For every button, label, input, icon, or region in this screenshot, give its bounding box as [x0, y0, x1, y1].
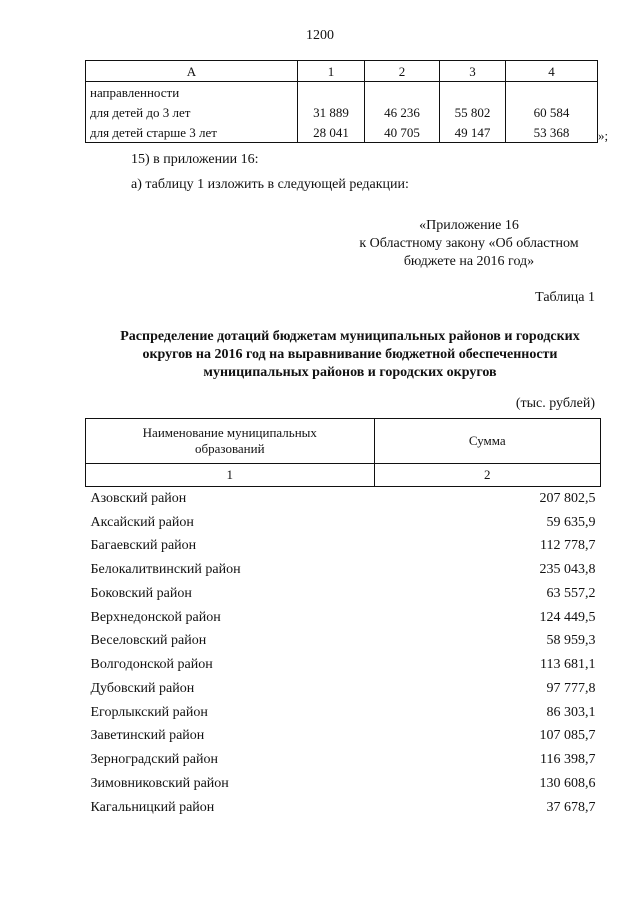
prev-cell: для детей старше 3 лет	[86, 122, 298, 143]
table-row	[86, 582, 601, 606]
subsidy-amount: 124 449,5	[539, 609, 596, 625]
prev-header-1: 1	[298, 61, 365, 82]
municipality-name: Аксайский район	[90, 514, 194, 530]
subsidy-amount: 107 085,7	[539, 728, 596, 744]
prev-cell	[365, 82, 440, 103]
table-row	[86, 701, 601, 725]
table-row	[86, 653, 601, 677]
table-row	[86, 796, 601, 820]
table-row	[86, 487, 601, 511]
prev-cell: 60 584	[506, 102, 598, 122]
table-row	[86, 606, 601, 630]
appendix-line-1: «Приложение 16	[419, 218, 519, 233]
column-number-2: 2	[374, 464, 600, 487]
units-label: (тыс. рублей)	[515, 396, 595, 411]
table-row	[86, 772, 601, 796]
prev-cell	[298, 82, 365, 103]
prev-cell: 55 802	[440, 102, 506, 122]
subsidies-table	[85, 418, 601, 820]
subsidy-amount: 113 681,1	[540, 657, 596, 673]
prev-cell: 46 236	[365, 102, 440, 122]
table-row	[86, 748, 601, 772]
prev-header-4: 4	[506, 61, 598, 82]
prev-header-3: 3	[440, 61, 506, 82]
page-number: 1200	[306, 28, 334, 43]
previous-table	[85, 60, 598, 143]
municipality-name: Белокалитвинский район	[90, 562, 241, 578]
table-label: Таблица 1	[535, 290, 595, 305]
title-line-3: муниципальных районов и городских округов	[203, 365, 497, 380]
municipality-name: Зерноградский район	[90, 752, 218, 768]
document-title	[60, 328, 640, 382]
subsidy-amount: 130 608,6	[539, 775, 596, 791]
municipality-name: Волгодонской район	[90, 657, 213, 673]
prev-cell	[506, 82, 598, 103]
prev-header-2: 2	[365, 61, 440, 82]
municipality-name: Веселовский район	[90, 633, 207, 649]
table-row	[86, 677, 601, 701]
prev-header-a: А	[86, 61, 298, 82]
prev-cell: 40 705	[365, 122, 440, 143]
municipality-name: Багаевский район	[90, 538, 197, 554]
header-name-line-1: Наименование муниципальных	[142, 425, 317, 440]
municipality-name: Кагальницкий район	[90, 799, 215, 815]
prev-cell: 49 147	[440, 122, 506, 143]
prev-cell: 28 041	[298, 122, 365, 143]
subsidy-amount: 112 778,7	[540, 538, 596, 554]
municipality-name: Егорлыкский район	[90, 704, 208, 720]
municipality-name: Дубовский район	[90, 680, 195, 696]
table-row	[86, 558, 601, 582]
paragraph-item-15: 15) в приложении 16:	[131, 152, 259, 167]
table-row	[86, 535, 601, 559]
subsidy-amount: 97 777,8	[546, 680, 596, 696]
table-row	[86, 82, 598, 103]
prev-cell	[440, 82, 506, 103]
table-row	[86, 725, 601, 749]
prev-cell: 31 889	[298, 102, 365, 122]
table-row	[86, 102, 598, 122]
column-number-1: 1	[86, 464, 375, 487]
subsidy-amount: 58 959,3	[546, 633, 596, 649]
header-name-line-2: образований	[195, 441, 265, 456]
appendix-heading	[340, 217, 598, 271]
subsidy-amount: 59 635,9	[546, 514, 596, 530]
subsidy-amount: 207 802,5	[539, 490, 596, 506]
header-name	[86, 419, 375, 464]
municipality-name: Зимовниковский район	[90, 775, 229, 791]
prev-cell: направленности	[86, 82, 298, 103]
title-line-2: округов на 2016 год на выравнивание бюджетной обеспеченности	[142, 347, 558, 362]
subsidy-amount: 116 398,7	[540, 752, 596, 768]
appendix-line-2: к Областному закону «Об областном	[359, 236, 579, 251]
prev-cell: для детей до 3 лет	[86, 102, 298, 122]
paragraph-item-a: а) таблицу 1 изложить в следующей редакции:	[131, 177, 409, 192]
municipality-name: Боковский район	[90, 585, 192, 601]
subsidy-amount: 63 557,2	[546, 585, 596, 601]
closing-quote: »;	[598, 128, 609, 143]
municipality-name: Заветинский район	[90, 728, 205, 744]
table-body	[86, 487, 601, 820]
subsidy-amount: 86 303,1	[546, 704, 596, 720]
table-row	[86, 122, 598, 143]
table-row	[86, 511, 601, 535]
subsidy-amount: 37 678,7	[546, 799, 596, 815]
appendix-line-3: бюджете на 2016 год»	[403, 254, 535, 269]
prev-cell: 53 368	[506, 122, 598, 143]
title-line-1: Распределение дотаций бюджетам муниципальных районов и городских	[120, 329, 580, 344]
table-row	[86, 630, 601, 654]
header-sum: Сумма	[374, 419, 600, 464]
municipality-name: Верхнедонской район	[90, 609, 221, 625]
subsidy-amount: 235 043,8	[539, 562, 596, 578]
municipality-name: Азовский район	[90, 490, 187, 506]
